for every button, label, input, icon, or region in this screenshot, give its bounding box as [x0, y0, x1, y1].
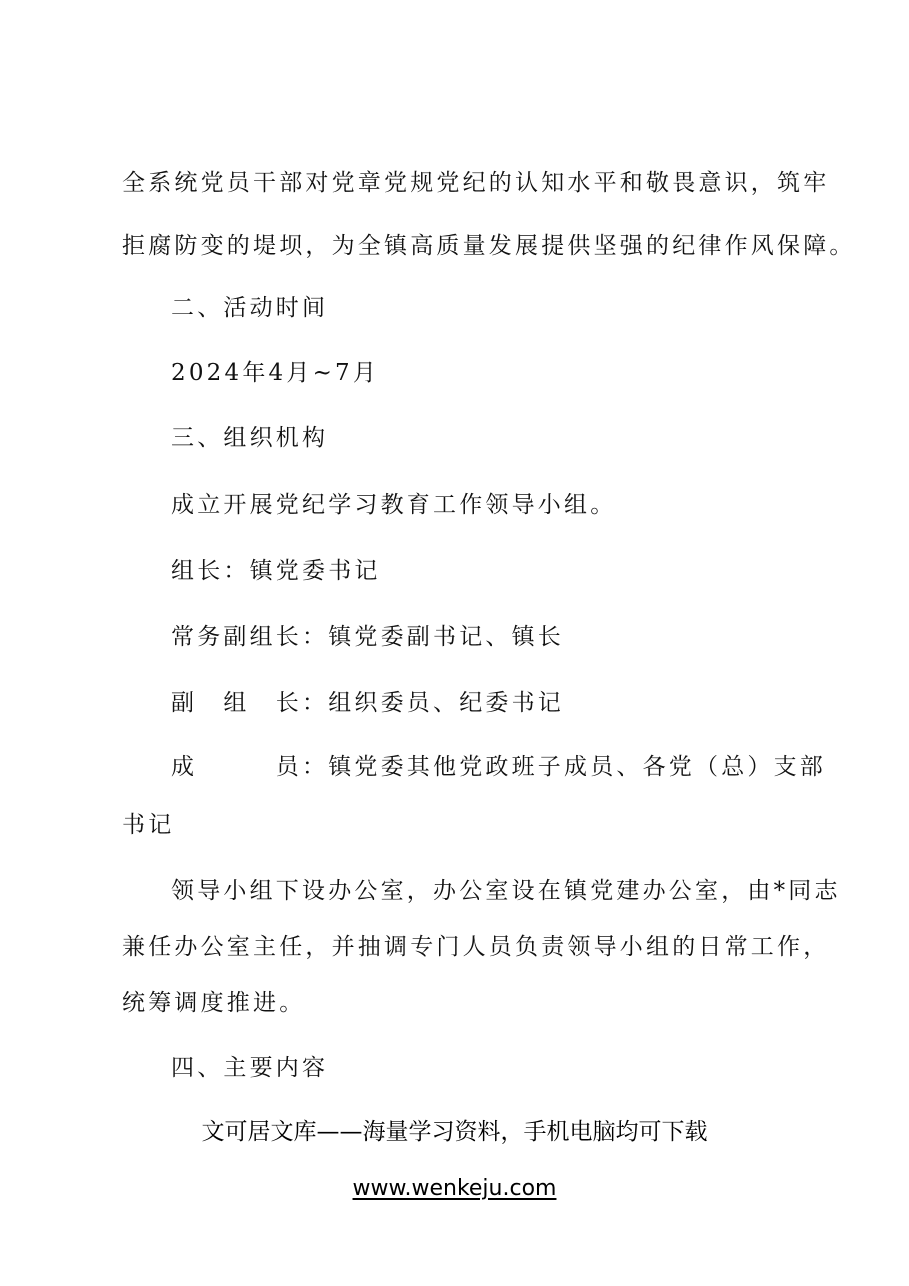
paragraph-line: 兼任办公室主任，并抽调专门人员负责领导小组的日常工作，	[122, 934, 830, 960]
section-heading-activity-time: 二、活动时间	[171, 295, 329, 321]
executive-deputy-leader-line: 常务副组长：镇党委副书记、镇长	[171, 624, 564, 650]
activity-date-range: 2024年4月~7月	[171, 360, 380, 386]
members-line: 成 员：镇党委其他党政班子成员、各党（总）支部	[171, 754, 826, 780]
leader-line: 组长：镇党委书记	[171, 558, 381, 584]
section-heading-main-content: 四、主要内容	[171, 1055, 329, 1081]
paragraph-line: 书记	[122, 812, 175, 838]
footer-url-link[interactable]	[0, 1175, 909, 1203]
paragraph-line: 领导小组下设办公室，办公室设在镇党建办公室，由*同志	[171, 878, 841, 904]
footer-url-text[interactable]: www.wenkeju.com	[352, 1176, 557, 1201]
section-heading-organization: 三、组织机构	[171, 425, 329, 451]
paragraph-line: 全系统党员干部对党章党规党纪的认知水平和敬畏意识，筑牢	[122, 170, 830, 196]
paragraph-line: 拒腐防变的堤坝，为全镇高质量发展提供坚强的纪律作风保障。	[122, 233, 856, 259]
deputy-leader-line: 副 组 长：组织委员、纪委书记	[171, 690, 564, 716]
paragraph-line: 统筹调度推进。	[122, 990, 306, 1016]
footer-banner-title: 文可居文库——海量学习资料，手机电脑均可下载	[201, 1119, 708, 1145]
paragraph-line: 成立开展党纪学习教育工作领导小组。	[171, 492, 617, 518]
